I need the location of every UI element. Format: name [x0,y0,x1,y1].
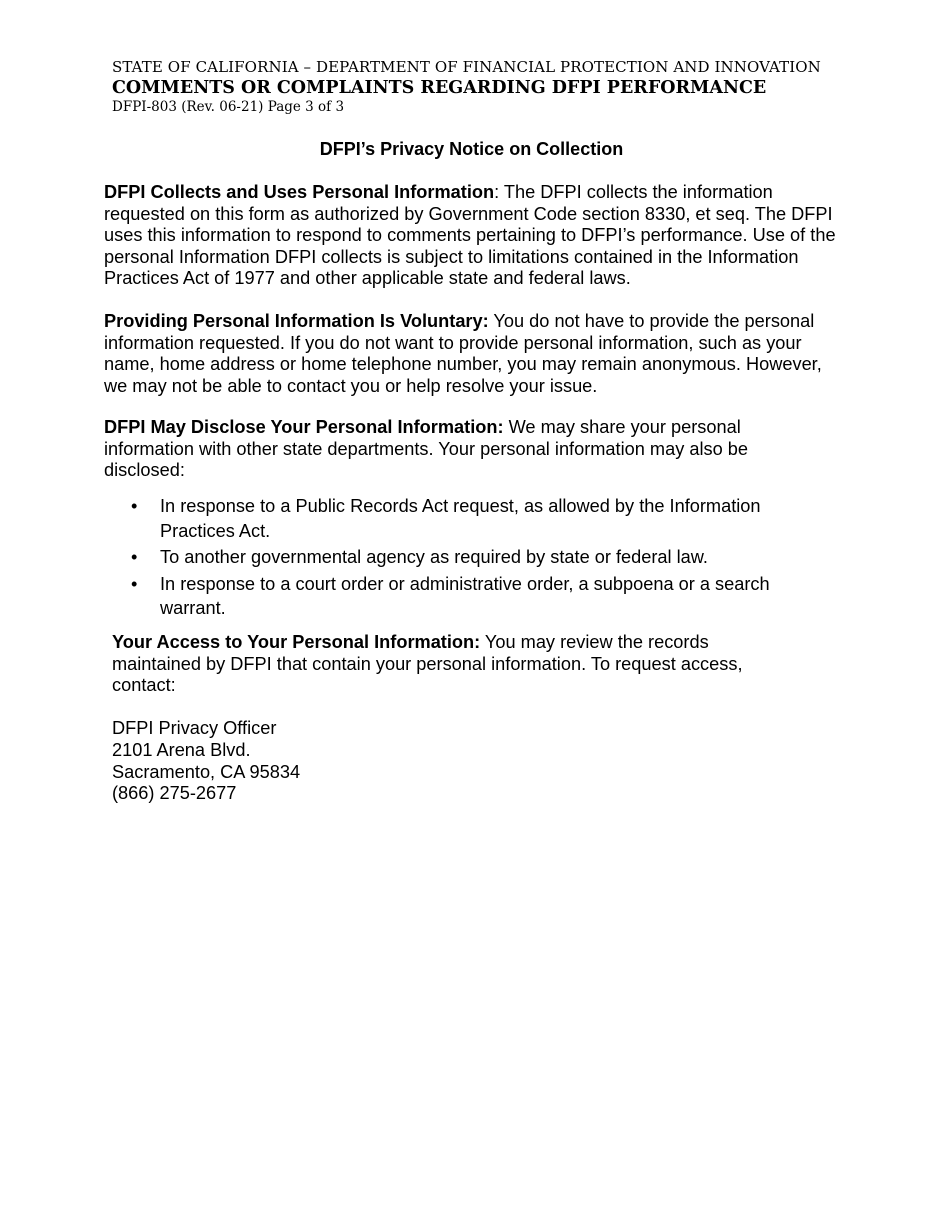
contact-city: Sacramento, CA 95834 [112,761,301,782]
section-disclose [104,417,804,482]
disclosure-list [104,494,804,623]
section-text: : The DFPI collects the information requested on this form as authorized by Government Code section 8330, et seq. The DFPI uses this information to respond to comments pertaining to DFPI’s performance. Use of the personal Information DFPI collects is subject to limitations contained in the Information Practices Act of 1977 and other applicable state and federal laws. [104,182,836,288]
section-heading: DFPI May Disclose Your Personal Information: [104,417,504,437]
contact-address [112,718,300,805]
section-text: You do not have to provide the personal information requested. If you do not want to provide personal information, such as your name, home address or home telephone number, you may remain anonymous. However, we may not be able to contact you or help resolve your issue. [104,311,822,396]
form-number: DFPI-803 (Rev. 06-21) Page 3 of 3 [112,99,345,115]
list-item [104,572,804,621]
list-item [104,494,804,543]
section-heading: Providing Personal Information Is Voluntary: [104,311,489,331]
contact-name: DFPI Privacy Officer [112,718,277,738]
section-text: You may review the records maintained by DFPI that contain your personal information. To request access, contact: [112,632,743,695]
list-item-text: To another governmental agency as required by state or federal law. [160,547,708,567]
section-collects-uses [104,182,839,290]
agency-header: STATE OF CALIFORNIA – DEPARTMENT OF FINANCIAL PROTECTION AND INNOVATION [112,58,821,76]
section-heading: DFPI Collects and Uses Personal Information [104,182,495,202]
bullet-icon: • [131,573,138,594]
section-heading: Your Access to Your Personal Information: [112,632,481,652]
list-item [104,545,804,570]
contact-street: 2101 Arena Blvd. [112,739,251,760]
contact-phone: (866) 275-2677 [112,783,237,804]
section-voluntary [104,311,844,397]
section-access [112,632,792,697]
form-title: COMMENTS OR COMPLAINTS REGARDING DFPI PERFORMANCE [112,78,767,98]
bullet-icon: • [131,496,138,516]
bullet-icon: • [131,547,138,567]
list-item-text: In response to a court order or administrative order, a subpoena or a search warrant. [160,573,770,618]
notice-title: DFPI’s Privacy Notice on Collection [319,139,624,159]
list-item-text: In response to a Public Records Act request, as allowed by the Information Practices Act. [160,496,761,541]
section-text: We may share your personal information with other state departments. Your personal information may also be disclosed: [104,417,748,480]
